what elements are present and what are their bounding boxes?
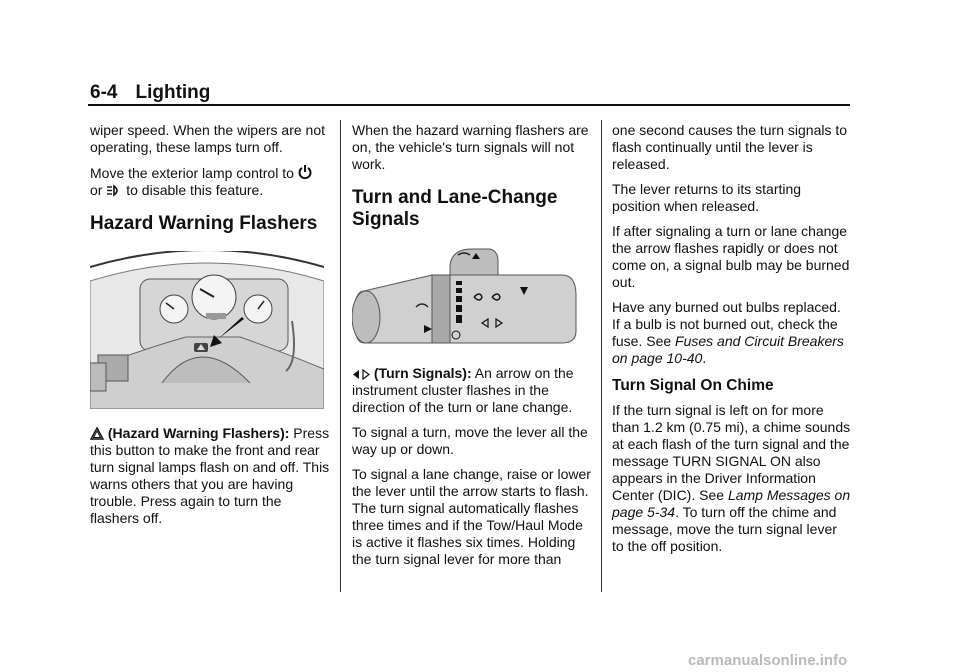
paragraph: one second causes the turn signals to flash continually until the lever is released. [612, 122, 848, 172]
turn-signal-arrows-icon [352, 369, 370, 380]
text: to disable this feature. [126, 182, 264, 198]
power-off-icon [298, 164, 312, 180]
paragraph [352, 365, 592, 416]
column-1 [90, 122, 330, 535]
header-rule [88, 104, 850, 106]
paragraph: To signal a turn, move the lever all the way up or down. [352, 424, 588, 457]
text: . To turn off the chime and message, move the turn signal lever to the off position. [612, 504, 837, 554]
page-header [90, 82, 210, 104]
column-divider [601, 120, 602, 592]
paragraph: wiper speed. When the wipers are not operating, these lamps turn off. [90, 122, 326, 155]
paragraph: When the hazard warning flashers are on, the vehicle's turn signals will not work. [352, 122, 589, 172]
page-number: 6-4 [90, 82, 118, 103]
text: . [702, 350, 707, 366]
text: or [90, 182, 103, 198]
section-title: Lighting [135, 82, 211, 103]
subsection-heading: Turn Signal On Chime [612, 377, 774, 394]
column-divider [340, 120, 341, 592]
paragraph: The lever returns to its starting position when released. [612, 181, 802, 214]
turn-signal-lever-figure [352, 247, 586, 349]
text: An arrow on the instrument cluster flashes in the direction of the turn or lane change. [352, 365, 574, 415]
section-heading: Hazard Warning Flashers [90, 213, 318, 234]
paragraph: If after signaling a turn or lane change the arrow flashes rapidly or does not come on, a signal bulb may be burned out. [612, 223, 850, 290]
text: Move the exterior lamp control to [90, 165, 294, 181]
hazard-button-figure [90, 251, 324, 409]
paragraph [90, 425, 330, 527]
text: Have any burned out bulbs replaced. If a bulb is not burned out, check the fuse. See [612, 299, 841, 349]
text: Press this button to make the front and rear turn signal lamps flash on and off. This warns others that you are having trouble. Press again to turn the flashers off. [90, 425, 330, 526]
paragraph: To signal a lane change, raise or lower the lever until the arrow starts to flash. The turn signal automatically flashes three times and if the Tow/Haul Mode is active it flashes six times. Holding the turn signal lever for more than [352, 466, 591, 567]
column-2 [352, 122, 592, 576]
paragraph [612, 402, 852, 555]
text: If the turn signal is left on for more than 1.2 km (0.75 mi), a chime sounds at each flash of the turn signal and the message TURN SIGNAL ON also appears in the Driver Information Center (DIC). See [612, 402, 851, 503]
cross-reference-link[interactable]: Fuses and Circuit Breakers on page 10-40 [612, 333, 844, 366]
hazard-label: (Hazard Warning Flashers): [107, 425, 290, 441]
paragraph [90, 164, 330, 199]
hazard-triangle-icon [90, 427, 104, 440]
column-3 [612, 122, 852, 563]
section-heading: Turn and Lane-Change Signals [352, 187, 558, 230]
paragraph [612, 299, 852, 367]
cross-reference-link[interactable]: Lamp Messages on page 5-34 [612, 487, 851, 520]
watermark: carmanualsonline.info [688, 652, 848, 669]
exterior-lamp-icon [106, 184, 122, 197]
turn-signals-label: (Turn Signals): [373, 365, 472, 381]
